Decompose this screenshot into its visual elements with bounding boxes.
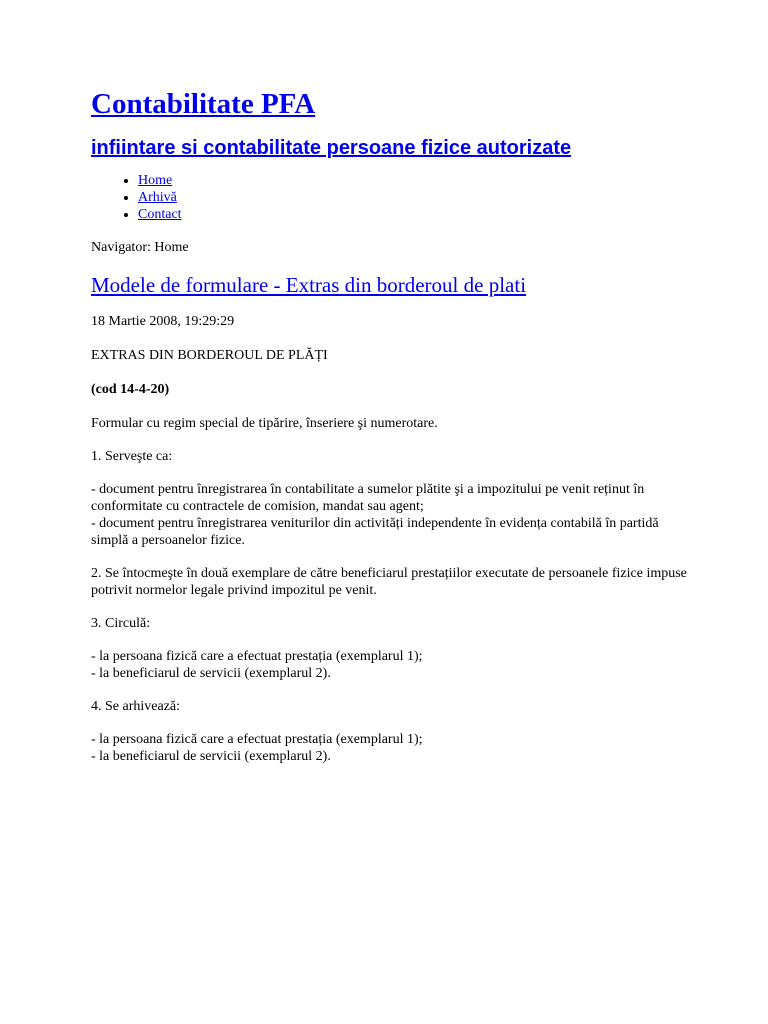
section-3-title: 3. Circulă: — [91, 616, 151, 631]
section-3-line-1: - la persoana fizică care a efectuat prestația (exemplarul 1); — [91, 649, 423, 664]
section-4-title: 4. Se arhivează: — [91, 699, 181, 714]
nav-item-home — [138, 172, 691, 189]
post-heading: EXTRAS DIN BORDEROUL DE PLĂȚI — [91, 348, 328, 363]
nav-link-home[interactable]: Home — [138, 173, 173, 188]
nav-link-archive[interactable]: Arhivă — [138, 190, 177, 205]
site-title — [91, 84, 691, 124]
post-title-link[interactable]: Modele de formulare - Extras din borderoul de plati — [91, 273, 527, 297]
breadcrumb: Navigator: Home — [91, 240, 189, 255]
section-1-title: 1. Serveşte ca: — [91, 449, 173, 464]
section-4-line-2: - la beneficiarul de servicii (exemplarul 2). — [91, 749, 331, 764]
site-tagline — [91, 134, 691, 162]
nav-item-contact — [138, 206, 691, 223]
post-title — [91, 271, 691, 299]
form-code: (cod 14-4-20) — [91, 382, 170, 397]
section-4-body — [91, 731, 691, 765]
section-3-body — [91, 648, 691, 682]
post-date: 18 Martie 2008, 19:29:29 — [91, 314, 235, 329]
nav-item-archive — [138, 189, 691, 206]
post-intro: Formular cu regim special de tipărire, înseriere şi numerotare. — [91, 416, 438, 431]
section-1-body — [91, 481, 691, 549]
site-title-link[interactable]: Contabilitate PFA — [91, 88, 316, 120]
site-tagline-link[interactable]: infiintare si contabilitate persoane fizice autorizate — [91, 137, 572, 159]
section-1-line-1: - document pentru înregistrarea în contabilitate a sumelor plătite şi a impozitului pe venit reținut în conformitate cu contractele de comision, mandat sau agent; — [91, 482, 645, 514]
main-nav — [91, 172, 691, 223]
nav-link-contact[interactable]: Contact — [138, 207, 182, 222]
page-content — [91, 84, 691, 765]
section-3-line-2: - la beneficiarul de servicii (exemplarul 2). — [91, 666, 331, 681]
section-2: 2. Se întocmeşte în două exemplare de către beneficiarul prestațiilor executate de persoanele fizice impuse potrivit normelor legale privind impozitul pe venit. — [91, 566, 687, 598]
section-1-line-2: - document pentru înregistrarea veniturilor din activități independente în evidența contabilă în partidă simplă a persoanelor fizice. — [91, 516, 659, 548]
section-4-line-1: - la persoana fizică care a efectuat prestația (exemplarul 1); — [91, 732, 423, 747]
